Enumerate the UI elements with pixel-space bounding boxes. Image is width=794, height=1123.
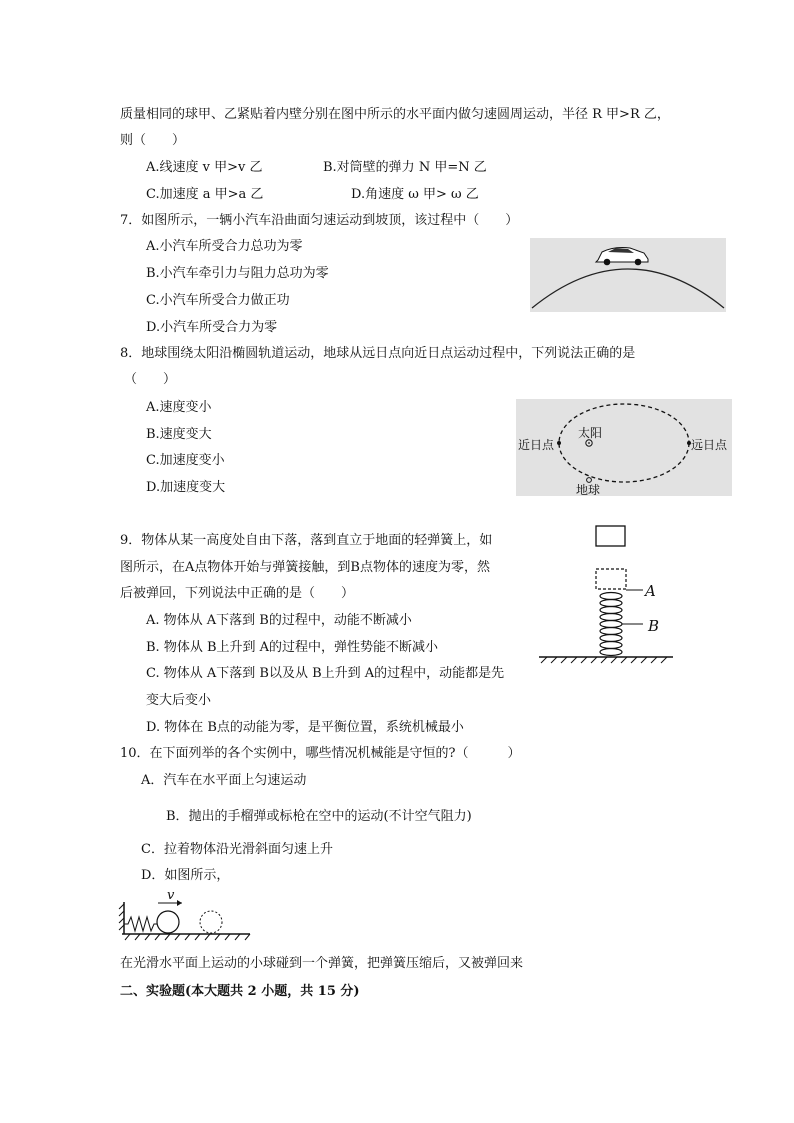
q9-stem-line3: 后被弹回，下列说法中正确的是（ ）	[120, 586, 355, 601]
car-on-hill-figure	[530, 238, 726, 312]
velocity-arrowhead	[177, 900, 182, 906]
ground-hatching	[125, 934, 250, 940]
q6-stem-line2: 则（ ）	[120, 133, 186, 148]
q6-option-d: D.角速度 ω 甲> ω 乙	[351, 187, 479, 202]
ground-hatching	[541, 657, 667, 663]
perihelion-label: 近日点	[518, 438, 555, 452]
q9-option-a: A. 物体从 A下落到 B的过程中，动能不断减小	[146, 613, 412, 628]
q8-stem-line1: 8．地球围绕太阳沿椭圆轨道运动，地球从远日点向近日点运动过程中，下列说法正确的是	[120, 346, 636, 361]
q9-option-c-line1: C. 物体从 A下落到 B以及从 B上升到 A的过程中，动能都是先	[146, 666, 505, 681]
velocity-label: v	[167, 888, 175, 903]
q10-option-c: C．拉着物体沿光滑斜面匀速上升	[141, 842, 333, 857]
q10-option-a: A．汽车在水平面上匀速运动	[141, 773, 307, 788]
q8-option-d: D.加速度变大	[146, 480, 226, 495]
ball-spring-figure	[118, 886, 253, 942]
section-2-heading: 二、实验题(本大题共 2 小题，共 15 分)	[120, 984, 360, 999]
dashed-ball	[200, 911, 222, 933]
q7-option-c: C.小汽车所受合力做正功	[146, 293, 290, 308]
q9-option-d: D. 物体在 B点的动能为零，是平衡位置，系统机械最小	[146, 720, 464, 735]
q6-option-b: B.对筒壁的弹力 N 甲=N 乙	[323, 160, 487, 175]
ball	[157, 911, 179, 933]
q6-stem-line1: 质量相同的球甲、乙紧贴着内壁分别在图中所示的水平面内做匀速圆周运动，半径 R 甲>R 乙，	[120, 107, 670, 122]
q10-option-b: B．抛出的手榴弹或标枪在空中的运动(不计空气阻力)	[166, 809, 472, 824]
q7-option-a: A.小汽车所受合力总功为零	[146, 239, 303, 254]
spring-coil	[600, 593, 622, 656]
q9-option-c-line2: 变大后变小	[146, 693, 212, 708]
q8-stem-line2: （ ）	[124, 372, 177, 387]
label-a: A	[645, 582, 656, 600]
q8-option-b: B.速度变大	[146, 427, 212, 442]
earth-orbit-figure	[516, 399, 732, 496]
q7-option-b: B.小汽车牵引力与阻力总功为零	[146, 266, 329, 281]
q7-option-d: D.小汽车所受合力为零	[146, 320, 278, 335]
q8-option-c: C.加速度变小	[146, 453, 225, 468]
earth-label: 地球	[576, 483, 601, 496]
dashed-block-position-a	[596, 569, 626, 589]
aphelion-label: 远日点	[691, 438, 728, 452]
q10-option-d-description: 在光滑水平面上运动的小球碰到一个弹簧，把弹簧压缩后，又被弹回来	[120, 956, 524, 971]
spring-zigzag	[124, 917, 157, 931]
q6-option-c: C.加速度 a 甲>a 乙	[146, 187, 264, 202]
q7-stem: 7．如图所示，一辆小汽车沿曲面匀速运动到坡顶，该过程中（ ）	[120, 213, 519, 228]
sun-label: 太阳	[578, 426, 603, 440]
perihelion-point	[557, 441, 561, 445]
label-b: B	[648, 617, 660, 635]
q9-stem-line1: 9．物体从某一高度处自由下落，落到直立于地面的轻弹簧上，如	[120, 533, 493, 548]
falling-block	[596, 526, 625, 546]
q10-option-d: D．如图所示，	[141, 868, 230, 883]
q6-option-a: A.线速度 v 甲>v 乙	[146, 160, 263, 175]
q8-option-a: A.速度变小	[146, 400, 212, 415]
q9-option-b: B. 物体从 B上升到 A的过程中，弹性势能不断减小	[146, 640, 439, 655]
q10-stem: 10．在下面列举的各个实例中，哪些情况机械能是守恒的?（ ）	[120, 746, 521, 761]
spring-figure	[535, 520, 680, 665]
q9-stem-line2: 图所示，在A点物体开始与弹簧接触，到B点物体的速度为零，然	[120, 560, 490, 575]
